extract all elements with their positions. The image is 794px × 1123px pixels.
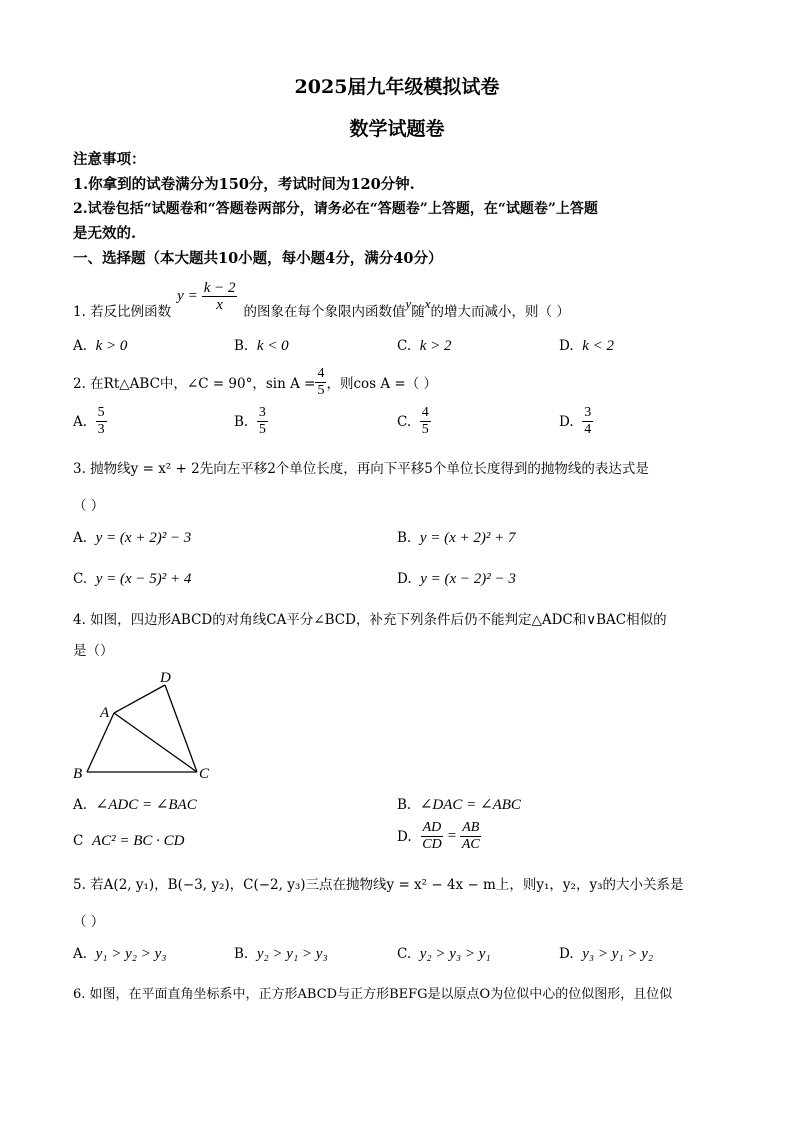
- edge-ad: [114, 685, 165, 713]
- diagonal-ac: [114, 713, 197, 772]
- q5-option-c[interactable]: C. y₂ > y₃ > y₁: [397, 946, 491, 962]
- q5-option-d[interactable]: D. y₃ > y₁ > y₂: [559, 946, 654, 962]
- vertex-label-a: A: [100, 705, 110, 721]
- question-4: 4. 如图，四边形ABCD的对角线CA平分∠BCD，补充下列条件后仍不能判定△ADC和∨BAC相似的: [73, 612, 667, 628]
- q2-option-a[interactable]: A. $\frac{5}{3}$: [73, 405, 105, 437]
- exam-subtitle: 数学试题卷: [349, 118, 445, 140]
- question-2: [73, 362, 437, 402]
- q1-option-a[interactable]: A. k > 0: [73, 338, 128, 354]
- q2-fraction: $\frac{4}{5}$: [317, 365, 325, 398]
- q1-fraction-num: k − 2: [203, 279, 236, 296]
- q2-prefix: 2. 在Rt△ABC中，∠C = 90°，sin A =: [73, 376, 316, 392]
- q4-option-d[interactable]: D. $\frac{AD}{CD}$ = $\frac{AB}{AC}$: [397, 820, 480, 852]
- q3-option-c[interactable]: C. y = (x − 5)² + 4: [73, 571, 192, 587]
- quadrilateral-figure: [70, 665, 230, 790]
- vertex-label-c: C: [199, 766, 210, 782]
- q3-option-a[interactable]: A. y = (x + 2)² − 3: [73, 530, 192, 546]
- q1-var-x: x: [424, 296, 431, 311]
- section-heading: 一、选择题（本大题共10小题，每小题4分，满分40分）: [73, 250, 443, 267]
- q1-fraction-den: x: [216, 296, 223, 313]
- question-3-cont: （ ）: [73, 498, 105, 514]
- q1-end: 的增大而减小，则（ ）: [430, 304, 570, 320]
- q1-fraction: [202, 280, 238, 313]
- q1-func-y: y =: [177, 287, 198, 304]
- q1-var-y: y: [405, 296, 412, 311]
- question-6: 6. 如图，在平面直角坐标系中，正方形ABCD与正方形BEFG是以原点O为位似中心的位似图形，且位似: [73, 987, 673, 1002]
- q1-option-b[interactable]: B. k < 0: [234, 338, 289, 354]
- edge-ab: [87, 713, 114, 772]
- notice-item-2-cont: 是无效的.: [73, 225, 137, 242]
- q2-option-b[interactable]: B. $\frac{3}{5}$: [234, 405, 266, 437]
- question-5-cont: （ ）: [73, 914, 105, 930]
- q2-option-c[interactable]: C. $\frac{4}{5}$: [397, 405, 429, 437]
- q1-prefix: 1. 若反比例函数: [73, 304, 172, 320]
- question-4-cont: 是（）: [73, 643, 114, 659]
- q2-suffix: ，则cos A =（ ）: [326, 376, 438, 392]
- vertex-label-b: B: [73, 766, 83, 782]
- q3-option-b[interactable]: B. y = (x + 2)² + 7: [397, 530, 516, 546]
- q1-mid: 随: [411, 304, 425, 320]
- q5-option-a[interactable]: A. y₁ > y₂ > y₃: [73, 946, 167, 962]
- notice-item-2: 2.试卷包括“试题卷和“答题卷两部分，请务必在“答题卷”上答题，在“试题卷”上答题: [73, 201, 598, 217]
- exam-title: 2025届九年级模拟试卷: [294, 76, 500, 98]
- question-5: 5. 若A(2, y₁)，B(−3, y₂)，C(−2, y₃)三点在抛物线y = x² − 4x − m上，则y₁，y₂，y₃的大小关系是: [73, 877, 684, 893]
- q1-function: [177, 280, 237, 313]
- question-1: [73, 278, 570, 322]
- q1-suffix: 的图象在每个象限内函数值: [243, 304, 406, 320]
- question-3: 3. 抛物线y = x² + 2先向左平移2个单位长度，再向下平移5个单位长度得到的抛物线的表达式是: [73, 461, 649, 477]
- q4-option-b[interactable]: B. ∠DAC = ∠ABC: [397, 797, 521, 813]
- edge-dc: [165, 685, 197, 772]
- q3-option-d[interactable]: D. y = (x − 2)² − 3: [397, 571, 516, 587]
- q2-option-d[interactable]: D. $\frac{3}{4}$: [559, 405, 592, 437]
- notice-heading: 注意事项：: [73, 151, 146, 168]
- q4-option-c[interactable]: C AC² = BC · CD: [73, 833, 185, 849]
- q4-option-a[interactable]: A. ∠ADC = ∠BAC: [73, 797, 197, 813]
- vertex-label-d: D: [160, 670, 171, 686]
- q5-option-b[interactable]: B. y₂ > y₁ > y₃: [234, 946, 328, 962]
- q1-option-c[interactable]: C. k > 2: [397, 338, 452, 354]
- notice-item-1: 1.你拿到的试卷满分为150分，考试时间为120分钟.: [73, 176, 415, 193]
- q1-option-d[interactable]: D. k < 2: [559, 338, 615, 354]
